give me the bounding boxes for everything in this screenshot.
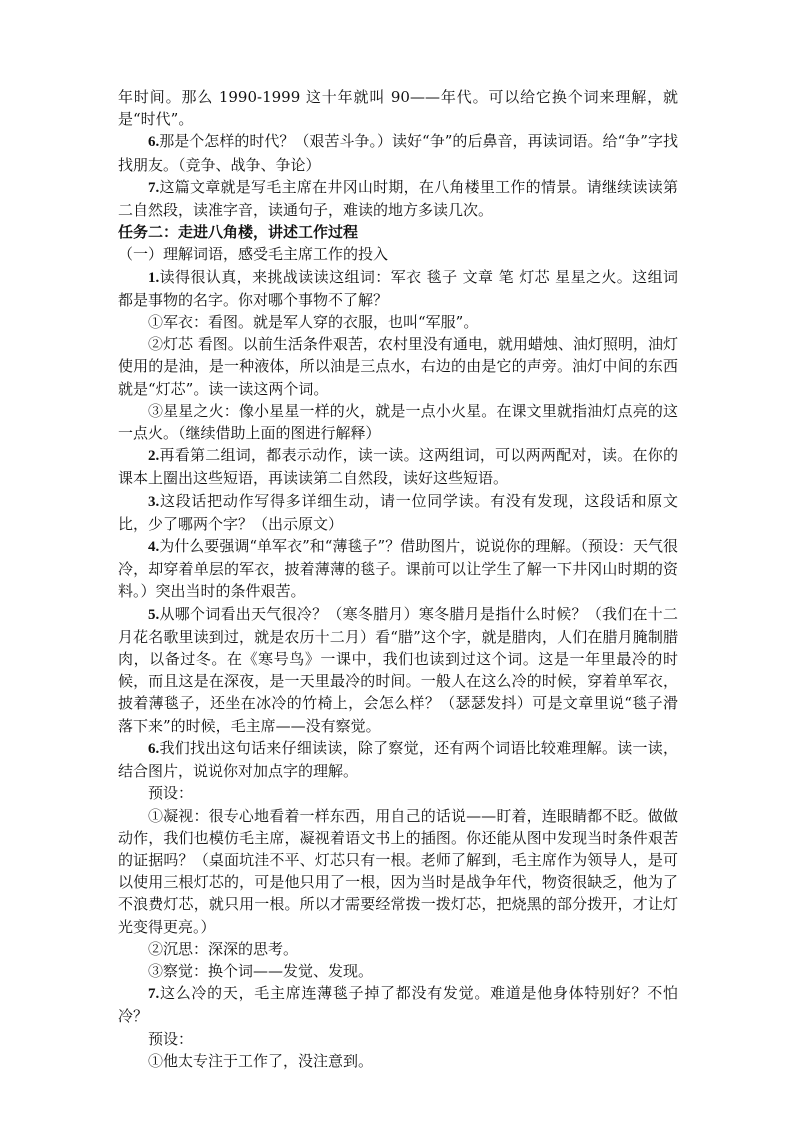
paragraph-subitem-1: ①军衣：看图。就是军人穿的衣服，也叫“军服”。 xyxy=(148,313,479,332)
paragraph-item-3 xyxy=(118,490,678,535)
paragraph-preset-4: ①他太专注于工作了，没注意到。 xyxy=(148,1051,374,1070)
paragraph-text: 这篇文章就是写毛主席在井冈山时期，在八角楼里工作的情景。请继续读读第二自然段，读准字音，读通句子，难读的地方多读几次。 xyxy=(118,177,678,220)
item-number: 6. xyxy=(148,134,160,151)
paragraph-item-7b xyxy=(118,982,678,1027)
item-number: 1. xyxy=(148,269,160,286)
paragraph-subitem-2: ②灯芯 看图。以前生活条件艰苦，农村里没有通电，就用蜡烛、油灯照明，油灯使用的是油，是一种液体，所以油是三点水，右边的由是它的声旁。油灯中间的东西就是“灯芯”。读一读这两个词。 xyxy=(118,335,678,398)
paragraph-text: 读得很认真，来挑战读读这组词：军衣 毯子 文章 笔 灯芯 星星之火。这组词都是事物的名字。你对哪个事物不了解？ xyxy=(118,267,678,309)
paragraph-item-4 xyxy=(118,535,678,603)
item-number: 5. xyxy=(148,606,160,623)
paragraph-item-6b xyxy=(118,737,678,782)
paragraph-item-5 xyxy=(118,603,678,737)
paragraph-text: 再看第二组词，都表示动作，读一读。这两组词，可以两两配对，读。在你的课本上圈出这些短语，再读读第二自然段，读好这些短语。 xyxy=(118,446,678,488)
paragraph-preset-label-2: 预设： xyxy=(148,1029,194,1048)
paragraph-preset-label: 预设： xyxy=(148,784,194,803)
item-number: 3. xyxy=(148,493,160,510)
paragraph-preset-2: ②沉思：深深的思考。 xyxy=(148,939,299,958)
paragraph-preset-1: ①凝视：很专心地看着一样东西，用自己的话说——盯着，连眼睛都不眨。做做动作，我们也模仿毛主席，凝视着语文书上的插图。你还能从图中发现当时条件艰苦的证据吗？（桌面坑洼不平、灯芯只有一根。老师了解到，毛主席作为领导人，是可以使用三根灯芯的，可是他只用了一根，因为当时是战争年代，物资很缺乏，他为了不浪费灯芯，就只用一根。所以才需要经常拨一拨灯芯，把烧黑的部分拨开，才让灯光变得更亮。） xyxy=(118,806,678,936)
paragraph-item-2 xyxy=(118,444,678,489)
item-number: 2. xyxy=(148,448,160,465)
paragraph-text: 那是个怎样的时代？（艰苦斗争。）读好“争”的后鼻音，再读词语。给“争”字找找朋友。（竞争、战争、争论） xyxy=(118,132,678,174)
section-heading-task-2: 任务二：走进八角楼，讲述工作过程 xyxy=(118,223,359,242)
paragraph-text: 为什么要强调“单军衣”和“薄毯子”？借助图片，说说你的理解。（预设：天气很冷，却穿着单层的军衣，披着薄薄的毯子。课前可以让学生了解一下井冈山时期的资料。）突出当时的条件艰苦。 xyxy=(118,537,678,601)
paragraph-intro xyxy=(118,86,678,130)
paragraph-item-7 xyxy=(118,176,678,221)
paragraph-text: 从哪个词看出天气很冷？（寒冬腊月）寒冬腊月是指什么时候？（我们在十二月花名歌里读到过，就是农历十二月）看“腊”这个字，就是腊肉，人们在腊月腌制腊肉，以备过冬。在《寒号鸟》一课中，我们也读到过这个词。这是一年里最冷的时候，而且这是在深夜，是一天里最冷的时间。一般人在这么冷的时候，穿着单军衣，披着薄毯子，还坐在冰冷的竹椅上，会怎么样？（瑟瑟发抖）可是文章里说“毯子滑落下来”的时候，毛主席——没有察觉。 xyxy=(118,604,678,735)
paragraph-item-6 xyxy=(118,130,678,175)
item-number: 7. xyxy=(148,986,160,1003)
paragraph-text: 这么冷的天，毛主席连薄毯子掉了都没有发觉。难道是他身体特别好？不怕冷？ xyxy=(118,984,678,1026)
item-number: 4. xyxy=(148,539,160,556)
paragraph-text: 年时间。那么 1990-1999 这十年就叫 90——年代。可以给它换个词来理解，就是“时代”。 xyxy=(118,88,678,129)
paragraph-text: 这段话把动作写得多详细生动，请一位同学读。有没有发现，这段话和原文比，少了哪两个字？（出示原文） xyxy=(118,491,678,533)
item-number: 7. xyxy=(148,179,160,196)
item-number: 6. xyxy=(148,740,160,757)
paragraph-text: 我们找出这句话来仔细读读，除了察觉，还有两个词语比较难理解。读一读，结合图片，说说你对加点字的理解。 xyxy=(118,738,678,781)
subsection-heading: （一）理解词语，感受毛主席工作的投入 xyxy=(118,245,389,264)
document-page xyxy=(118,86,678,1072)
paragraph-preset-3: ③察觉：换个词——发觉、发现。 xyxy=(148,961,374,980)
paragraph-item-1 xyxy=(118,266,678,311)
paragraph-subitem-3: ③星星之火：像小星星一样的火，就是一点小火星。在课文里就指油灯点亮的这一点火。（继续借助上面的图进行解释） xyxy=(118,401,678,443)
